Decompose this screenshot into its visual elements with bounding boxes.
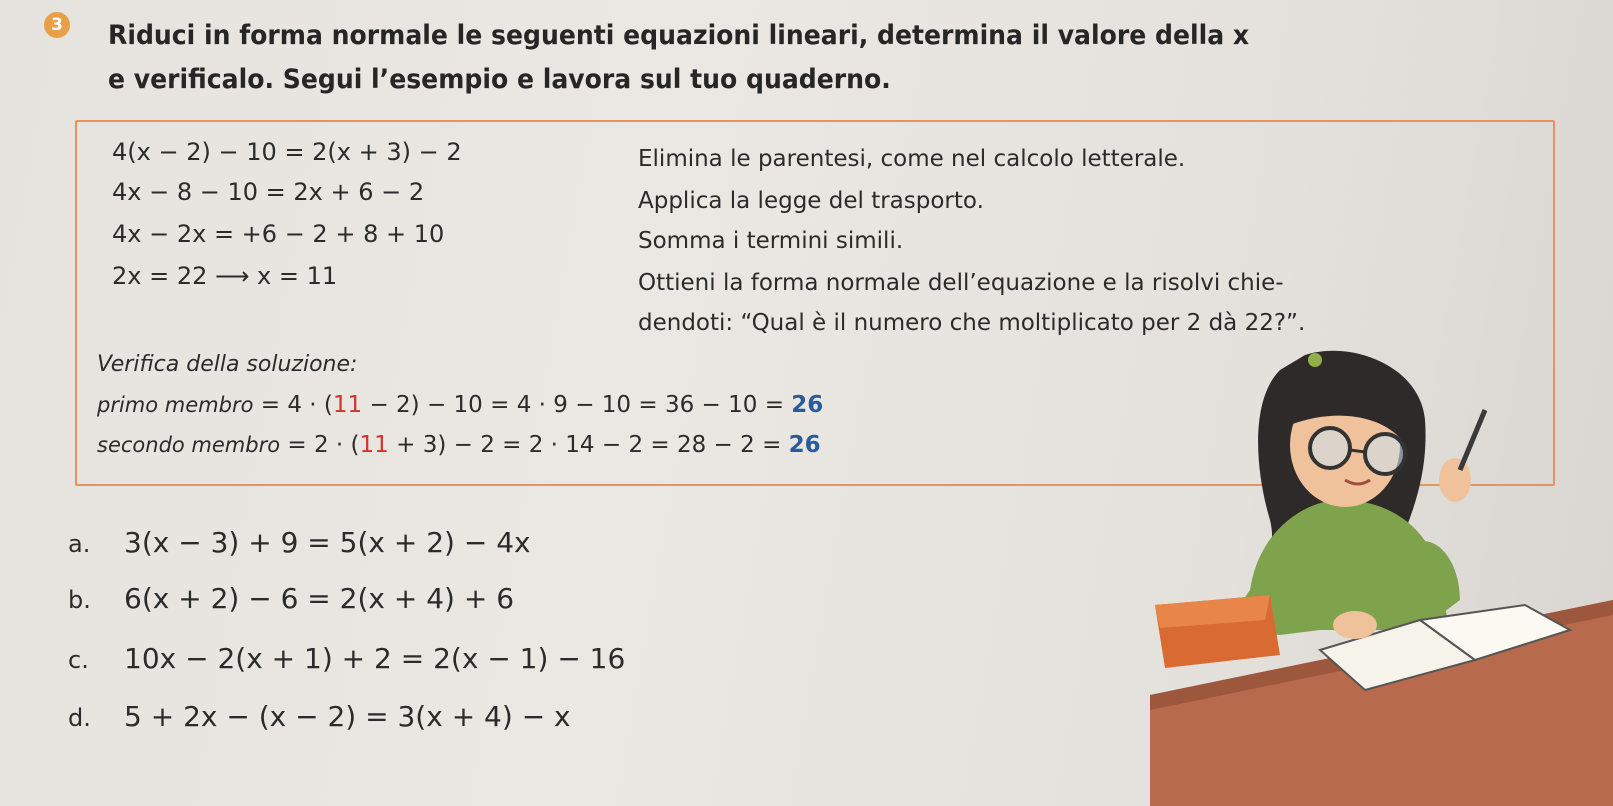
verify-second-member [97,432,821,458]
example-step-3: 4x − 2x = +6 − 2 + 8 + 10 [112,220,445,248]
example-step-2: 4x − 8 − 10 = 2x + 6 − 2 [112,178,425,206]
verify-result: 26 [791,392,824,418]
verify-label: secondo membro [97,433,281,457]
exercise-equation: 6(x + 2) − 6 = 2(x + 4) + 6 [124,582,515,615]
exercise-letter: b. [68,586,91,614]
verify-x-value: 11 [359,432,389,458]
exercise-equation: 10x − 2(x + 1) + 2 = 2(x − 1) − 16 [124,642,626,675]
verify-eq-part: = 4 · ( [253,392,333,418]
verify-result: 26 [788,432,821,458]
instruction-text [108,14,1280,102]
exercise-item-b [68,582,514,615]
glasses-right-lens [1365,434,1405,474]
exercise-item-a [68,526,531,559]
exercise-letter: c. [68,646,89,674]
pen [1460,410,1485,470]
example-step-1: 4(x − 2) − 10 = 2(x + 3) − 2 [112,138,462,166]
exercise-number-badge: 3 [44,12,70,38]
comment-5: dendoti: “Qual è il numero che moltiplicato per 2 dà 22?”. [638,310,1306,336]
comment-2: Applica la legge del trasporto. [638,188,984,214]
instruction-line-1: Riduci in forma normale le seguenti equazioni lineari, determina il valore della x [108,20,1250,51]
verify-eq-part: − 2) − 10 = 4 · 9 − 10 = 36 − 10 = [362,392,792,418]
verify-x-value: 11 [332,392,363,418]
verify-eq-part: + 3) − 2 = 2 · 14 − 2 = 28 − 2 = [388,432,789,458]
glasses-left-lens [1310,428,1350,468]
exercise-item-d [68,700,571,733]
exercise-letter: a. [68,530,91,558]
comment-1: Elimina le parentesi, come nel calcolo letterale. [638,146,1186,172]
exercise-equation: 5 + 2x − (x − 2) = 3(x + 4) − x [124,700,571,733]
student-girl-illustration [1130,330,1613,806]
exercise-equation: 3(x − 3) + 9 = 5(x + 2) − 4x [124,526,531,559]
exercise-letter: d. [68,704,91,732]
comment-4: Ottieni la forma normale dell’equazione e la risolvi chie- [638,270,1284,296]
verify-first-member [97,392,823,418]
verify-eq-part: = 2 · ( [280,432,360,458]
example-step-4: 2x = 22 ⟶ x = 11 [112,262,338,290]
exercise-item-c [68,642,625,675]
verify-title: Verifica della soluzione: [97,352,358,377]
hand [1439,458,1471,502]
verify-label: primo membro [97,393,254,417]
instruction-line-2: e verificalo. Segui l’esempio e lavora sul tuo quaderno. [108,64,891,95]
comment-3: Somma i termini simili. [638,228,904,254]
